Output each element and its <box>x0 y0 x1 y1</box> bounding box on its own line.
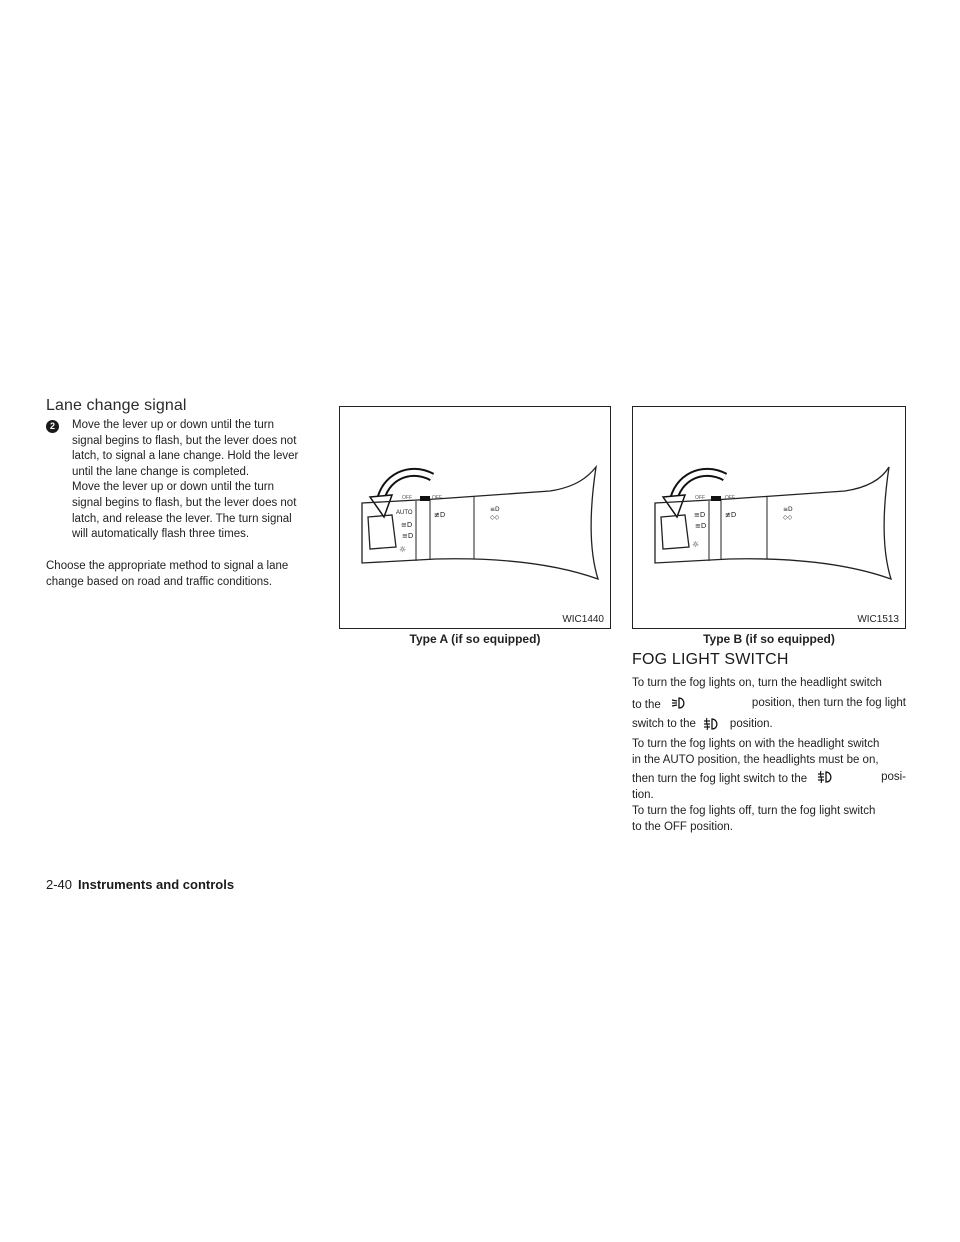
svg-text:≡D: ≡D <box>695 522 707 530</box>
fog-paragraph-2 <box>632 737 906 803</box>
text-line: in the AUTO position, the headlights must be on, <box>632 753 879 766</box>
svg-text:☼: ☼ <box>399 545 407 554</box>
lane-change-choose-text <box>46 559 320 590</box>
figure-type-a <box>339 406 611 629</box>
fog-paragraph-1 <box>632 676 906 733</box>
text-line: To turn the fog lights off, turn the fog light switch <box>632 805 876 817</box>
text-line <box>632 717 906 733</box>
step-line: signal begins to flash, but the lever does not <box>72 434 297 447</box>
step-line: latch, and release the lever. The turn signal <box>72 512 292 525</box>
svg-text:☼: ☼ <box>692 540 700 549</box>
page-number: 2-40 <box>46 877 73 892</box>
svg-text:≢D: ≢D <box>725 511 737 519</box>
lane-change-heading: Lane change signal <box>46 397 187 414</box>
text-line <box>632 696 906 714</box>
fog-paragraph-3 <box>632 804 906 835</box>
fog-light-icon <box>702 717 720 731</box>
text-run: posi- <box>881 771 906 784</box>
figure-type-b <box>632 406 906 629</box>
svg-text:≡D: ≡D <box>490 506 500 513</box>
step-line: Move the lever up or down until the turn <box>72 419 275 431</box>
svg-text:≡D: ≡D <box>694 511 706 519</box>
off-label: OFF <box>432 495 442 501</box>
auto-label: AUTO <box>396 510 413 516</box>
choose-line: Choose the appropriate method to signal a lane <box>46 560 289 572</box>
text-line: To turn the fog lights on with the headlight switch <box>632 738 880 750</box>
off-label: OFF <box>402 495 412 501</box>
figure-b-caption: Type B (if so equipped) <box>703 632 835 646</box>
text-run <box>632 696 694 714</box>
step-line: signal begins to flash, but the lever does not <box>72 496 297 509</box>
choose-line: change based on road and traffic conditions. <box>46 575 273 588</box>
step-line: until the lane change is completed. <box>72 465 250 478</box>
figure-id: WIC1440 <box>562 614 604 625</box>
text-run: position. <box>729 718 773 731</box>
fog-light-heading: FOG LIGHT SWITCH <box>632 651 789 668</box>
fog-light-icon <box>816 770 834 784</box>
lever-illustration-b <box>633 407 905 628</box>
page-footer <box>46 877 234 892</box>
text-line: to the OFF position. <box>632 820 733 833</box>
text-line <box>632 770 906 788</box>
text-run: position, then turn the fog light <box>751 696 906 709</box>
figure-id: WIC1513 <box>857 614 899 625</box>
step-line: Move the lever up or down until the turn <box>72 481 275 494</box>
off-label: OFF <box>725 495 735 501</box>
lever-illustration-a <box>340 407 610 628</box>
svg-text:◇◇: ◇◇ <box>490 514 500 521</box>
off-label: OFF <box>695 495 705 501</box>
figure-a-caption: Type A (if so equipped) <box>409 632 541 646</box>
section-title: Instruments and controls <box>78 877 235 892</box>
text-run: to the <box>632 698 661 711</box>
step-line: will automatically flash three times. <box>72 528 250 541</box>
svg-text:≡D: ≡D <box>402 532 414 540</box>
text-run: switch to the <box>632 718 696 731</box>
svg-text:≢D: ≢D <box>434 511 446 519</box>
svg-text:≡D: ≡D <box>401 521 413 529</box>
text-run <box>632 770 840 788</box>
text-run: To turn the fog lights on, turn the headlight switch <box>632 677 882 689</box>
headlight-icon <box>670 696 688 710</box>
svg-text:≡D: ≡D <box>783 506 793 513</box>
step-line: latch, to signal a lane change. Hold the lever <box>72 450 299 463</box>
text-line: tion. <box>632 788 654 801</box>
svg-text:◇◇: ◇◇ <box>783 514 793 521</box>
step-2-marker: 2 <box>46 420 59 433</box>
text-line <box>632 676 906 692</box>
text-run: then turn the fog light switch to the <box>632 773 808 786</box>
lane-change-step-text <box>72 418 320 543</box>
